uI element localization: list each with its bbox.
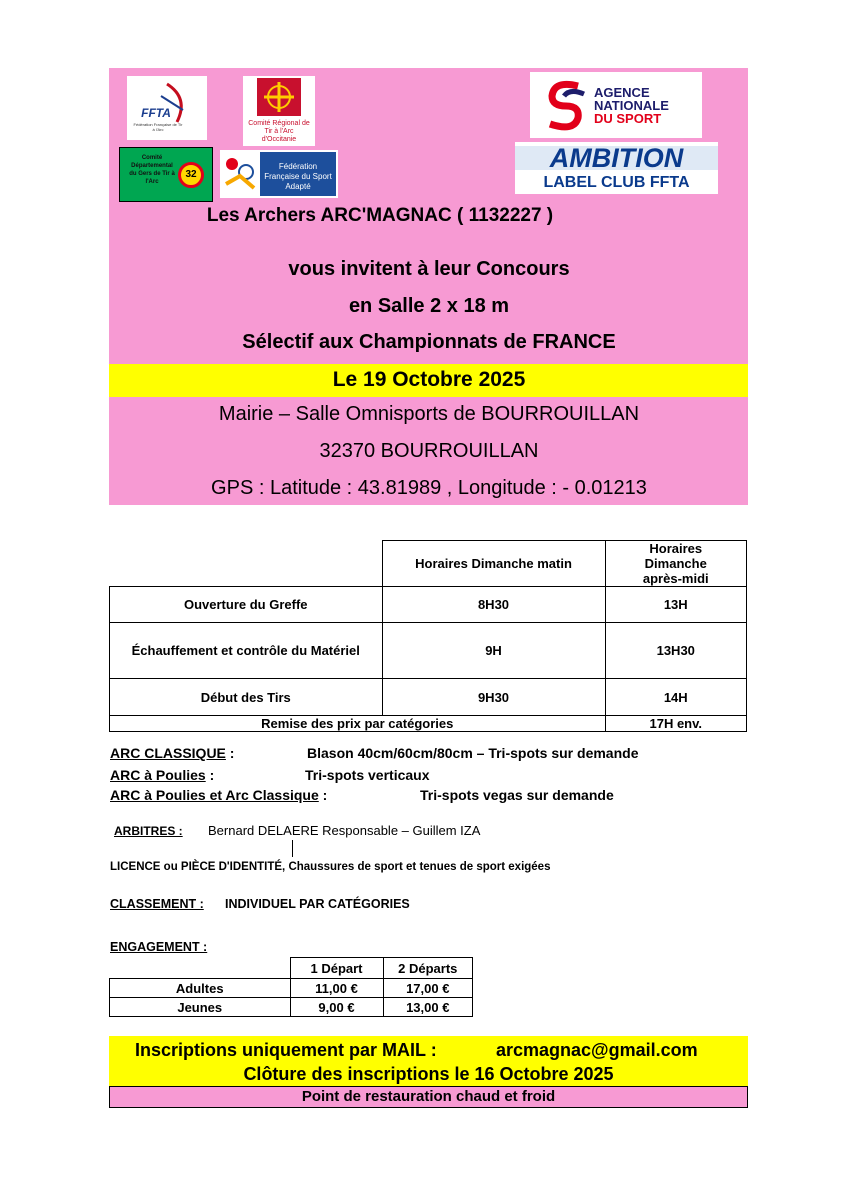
email-link[interactable]: arcmagnac@gmail.com (496, 1040, 698, 1060)
arbitres-value: Bernard DELAERE Responsable – Guillem IZA (208, 823, 481, 838)
postal-line: 32370 BOURROUILLAN (319, 440, 539, 462)
row-label: Début des Tirs (110, 679, 383, 716)
cloture-text: Clôture des inscriptions le 16 Octobre 2025 (243, 1064, 614, 1084)
occitanie-logo (243, 76, 315, 146)
engagement-label: ENGAGEMENT : (110, 940, 208, 954)
arc-label: ARC à Poulies et Arc Classique (110, 787, 319, 803)
ambition-logo (515, 142, 718, 194)
schedule-row (110, 623, 747, 679)
salle-line: en Salle 2 x 18 m (348, 295, 510, 317)
classement-label: CLASSEMENT : (110, 897, 204, 911)
location-line: Mairie – Salle Omnisports de BOURROUILLAN (218, 403, 640, 425)
row-label: Échauffement et contrôle du Matériel (110, 623, 383, 679)
arc-value: Blason 40cm/60cm/80cm – Tri-spots sur demande (307, 745, 639, 761)
row-aprem: 14H (605, 679, 747, 716)
sport-adapte-figures-icon (220, 150, 260, 198)
schedule-row (110, 679, 747, 716)
date-line: Le 19 Octobre 2025 (332, 368, 526, 391)
restauration-text: Point de restauration chaud et froid (301, 1088, 556, 1105)
row-label: Ouverture du Greffe (110, 587, 383, 623)
club-name: Les Archers ARC'MAGNAC ( 1132227 ) (206, 205, 554, 226)
engagement-empty-header (110, 958, 291, 979)
remise-row (110, 716, 747, 732)
selectif-line: Sélectif aux Championnats de FRANCE (242, 331, 616, 353)
engagement-row (110, 998, 473, 1017)
target-icon: 32 (178, 162, 204, 188)
engagement-d1: 9,00 € (290, 998, 383, 1017)
arc-value: Tri-spots vegas sur demande (420, 787, 614, 803)
arc-mixte-row (110, 787, 327, 803)
ans-s-icon (540, 76, 590, 136)
engagement-col1: 1 Départ (290, 958, 383, 979)
engagement-d1: 11,00 € (290, 979, 383, 998)
classement-value: INDIVIDUEL PAR CATÉGORIES (225, 897, 410, 911)
sport-adapte-text: Fédération Française du Sport Adapté (264, 162, 332, 191)
schedule-table (109, 540, 747, 732)
gers-logo (119, 147, 213, 202)
schedule-empty-header (110, 541, 383, 587)
remise-label: Remise des prix par catégories (110, 716, 606, 732)
engagement-table (109, 957, 473, 1017)
licence-line: LICENCE ou PIÈCE D'IDENTITÉ, Chaussures de sport et tenues de sport exigées (110, 861, 551, 873)
ans-line1: AGENCE (594, 85, 650, 100)
arbitres-label: ARBITRES : (114, 824, 183, 838)
ans-line3: DU SPORT (594, 111, 662, 126)
arc-poulies-row (110, 767, 214, 783)
gers-text: Comité Départemental du Gers de Tir à l'Arc (129, 155, 175, 185)
remise-time: 17H env. (605, 716, 747, 732)
occitanie-cross-icon (257, 78, 301, 116)
arc-sep: : (225, 745, 235, 761)
engagement-col2: 2 Départs (383, 958, 473, 979)
ambition-line1: AMBITION (549, 143, 684, 173)
arc-label: ARC CLASSIQUE (110, 745, 226, 761)
arc-value: Tri-spots verticaux (305, 767, 430, 783)
arc-sep: : (205, 767, 215, 783)
row-matin: 8H30 (382, 587, 605, 623)
col-header-matin: Horaires Dimanche matin (382, 541, 605, 587)
row-matin: 9H (382, 623, 605, 679)
arc-label: ARC à Poulies (110, 767, 206, 783)
ffta-subtitle: Fédération Française de Tir à l'Arc (133, 122, 183, 132)
invite-line: vous invitent à leur Concours (288, 258, 570, 280)
row-aprem: 13H (605, 587, 747, 623)
arc-sep: : (318, 787, 328, 803)
col-header-aprem: Horaires Dimanche après-midi (605, 541, 747, 587)
occitanie-text: Comité Régional de Tir à l'Arc d'Occitanie (248, 120, 310, 143)
schedule-row (110, 587, 747, 623)
ambition-line2: LABEL CLUB FFTA (543, 174, 690, 191)
row-matin: 9H30 (382, 679, 605, 716)
engagement-d2: 17,00 € (383, 979, 473, 998)
ffta-logo (127, 76, 207, 140)
engagement-d2: 13,00 € (383, 998, 473, 1017)
engagement-row (110, 979, 473, 998)
row-aprem: 13H30 (605, 623, 747, 679)
ffta-brand: FFTA (141, 106, 171, 120)
ans-logo (530, 72, 702, 138)
ans-line2: NATIONALE (594, 98, 669, 113)
inscriptions-text: Inscriptions uniquement par MAIL : (135, 1040, 437, 1060)
gps-line: GPS : Latitude : 43.81989 , Longitude : - 0.01213 (211, 477, 647, 499)
engagement-row-label: Jeunes (110, 998, 291, 1017)
engagement-row-label: Adultes (110, 979, 291, 998)
sport-adapte-logo (220, 150, 338, 198)
cursor-mark (292, 840, 293, 857)
arc-classique-row (110, 745, 234, 761)
